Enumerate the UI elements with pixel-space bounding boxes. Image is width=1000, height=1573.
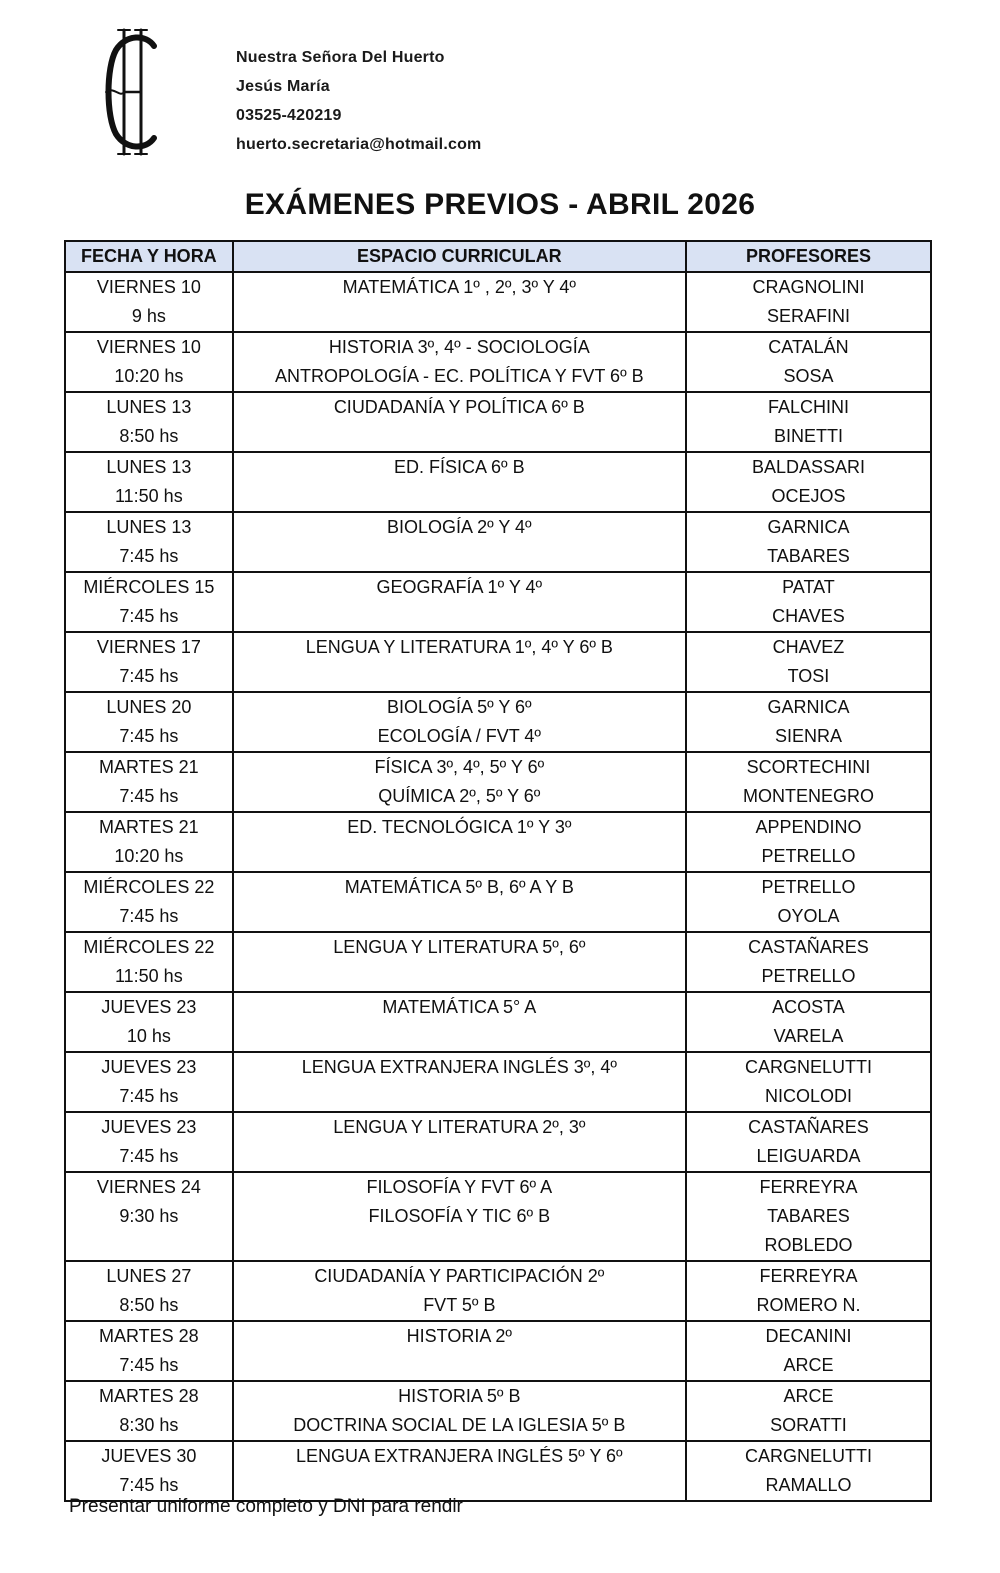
espacio-cell-line: ED. TECNOLÓGICA 1º Y 3º (347, 817, 572, 837)
profesores-cell-line: MONTENEGRO (742, 786, 874, 806)
profesores-cell-line: ROMERO N. (756, 1295, 861, 1315)
fecha-cell-line: 9:30 hs (119, 1206, 179, 1226)
profesores-cell (686, 1172, 931, 1261)
fecha-cell-line: LUNES 13 (106, 457, 192, 477)
profesores-cell-line: ARCE (783, 1386, 834, 1406)
espacio-cell-line: LENGUA EXTRANJERA INGLÉS 3º, 4º (301, 1057, 617, 1077)
fecha-cell-line: 10:20 hs (114, 366, 184, 386)
espacio-cell-line: HISTORIA 2º (406, 1326, 512, 1346)
fecha-cell (65, 1172, 233, 1261)
profesores-cell (686, 872, 931, 932)
table-row (65, 1112, 931, 1172)
profesores-cell (686, 1261, 931, 1321)
table-row (65, 1261, 931, 1321)
espacio-cell (233, 572, 686, 632)
fecha-cell (65, 1052, 233, 1112)
fecha-cell-line: 7:45 hs (119, 726, 179, 746)
fecha-cell-line: 7:45 hs (119, 1475, 179, 1495)
fecha-cell (65, 1112, 233, 1172)
espacio-cell-line: LENGUA Y LITERATURA 1º, 4º Y 6º B (305, 637, 613, 657)
fecha-cell-line: MARTES 21 (98, 757, 199, 777)
espacio-cell (233, 1172, 686, 1261)
fecha-cell-line: 7:45 hs (119, 1086, 179, 1106)
profesores-cell-line: VARELA (773, 1026, 844, 1046)
profesores-cell-line: ARCE (783, 1355, 834, 1375)
fecha-cell-line: JUEVES 23 (101, 997, 197, 1017)
profesores-cell (686, 452, 931, 512)
espacio-cell (233, 632, 686, 692)
fecha-cell-line: MARTES 28 (98, 1386, 199, 1406)
school-city: Jesús María (236, 78, 330, 95)
fecha-cell-line: 7:45 hs (119, 906, 179, 926)
espacio-cell-line: CIUDADANÍA Y PARTICIPACIÓN 2º (314, 1266, 605, 1286)
profesores-cell-line: CARGNELUTTI (744, 1446, 872, 1466)
table-row (65, 1052, 931, 1112)
profesores-cell-line: SCORTECHINI (746, 757, 871, 777)
fecha-cell-line: MARTES 28 (98, 1326, 199, 1346)
espacio-cell (233, 392, 686, 452)
table-row (65, 452, 931, 512)
espacio-cell-line: HISTORIA 3º, 4º - SOCIOLOGÍA (328, 337, 590, 357)
espacio-cell-line: LENGUA Y LITERATURA 5º, 6º (333, 937, 586, 957)
table-row (65, 752, 931, 812)
espacio-cell (233, 1321, 686, 1381)
profesores-cell-line: GARNICA (767, 517, 850, 537)
table-row (65, 1441, 931, 1501)
profesores-cell-line: LEIGUARDA (756, 1146, 861, 1166)
profesores-cell-line: CARGNELUTTI (744, 1057, 872, 1077)
espacio-cell-line: ED. FÍSICA 6º B (394, 457, 525, 477)
fecha-cell-line: JUEVES 23 (101, 1117, 197, 1137)
profesores-cell (686, 572, 931, 632)
fecha-cell (65, 812, 233, 872)
fecha-cell-line: 7:45 hs (119, 606, 179, 626)
profesores-cell (686, 752, 931, 812)
profesores-cell-line: BALDASSARI (751, 457, 865, 477)
fecha-cell-line: MIÉRCOLES 15 (83, 577, 215, 597)
profesores-cell-line: CHAVES (772, 606, 845, 626)
profesores-cell-line: CASTAÑARES (748, 937, 869, 957)
table-header-row (65, 241, 931, 272)
espacio-cell-line: CIUDADANÍA Y POLÍTICA 6º B (333, 397, 585, 417)
profesores-cell-line: NICOLODI (764, 1086, 852, 1106)
espacio-cell-line: MATEMÁTICA 5° A (382, 997, 537, 1017)
profesores-cell-line: GARNICA (767, 697, 850, 717)
espacio-cell-line: FVT 5º B (423, 1295, 496, 1315)
table-row (65, 992, 931, 1052)
espacio-cell-line: FILOSOFÍA Y FVT 6º A (366, 1177, 553, 1197)
school-contact-block (236, 46, 481, 162)
profesores-cell-line: SOSA (783, 366, 834, 386)
espacio-cell-line: FILOSOFÍA Y TIC 6º B (368, 1206, 551, 1226)
espacio-cell (233, 872, 686, 932)
school-email: huerto.secretaria@hotmail.com (236, 136, 482, 153)
school-name: Nuestra Señora Del Huerto (236, 49, 445, 66)
fecha-cell-line: 7:45 hs (119, 1146, 179, 1166)
fecha-cell (65, 332, 233, 392)
fecha-cell (65, 512, 233, 572)
profesores-cell-line: TOSI (787, 666, 830, 686)
espacio-cell-line: BIOLOGÍA 2º Y 4º (387, 517, 532, 537)
fecha-cell-line: MARTES 21 (98, 817, 199, 837)
espacio-cell (233, 932, 686, 992)
table-row (65, 632, 931, 692)
fecha-cell-line: 7:45 hs (119, 1355, 179, 1375)
school-monogram-logo (104, 26, 162, 158)
fecha-cell-line: 11:50 hs (114, 486, 183, 506)
espacio-cell (233, 1052, 686, 1112)
profesores-cell-line: ROBLEDO (764, 1235, 853, 1255)
table-row (65, 932, 931, 992)
profesores-cell-line: PETRELLO (761, 877, 856, 897)
espacio-cell-line: MATEMÁTICA 1º , 2º, 3º Y 4º (342, 277, 577, 297)
espacio-cell (233, 332, 686, 392)
espacio-cell (233, 452, 686, 512)
profesores-cell-line: ACOSTA (772, 997, 845, 1017)
fecha-cell-line: LUNES 13 (106, 397, 192, 417)
espacio-cell (233, 812, 686, 872)
fecha-cell-line: 8:30 hs (119, 1415, 179, 1435)
profesores-cell-line: FERREYRA (759, 1177, 858, 1197)
table-row (65, 812, 931, 872)
table-row (65, 272, 931, 332)
fecha-cell (65, 872, 233, 932)
profesores-cell-line: SORATTI (770, 1415, 847, 1435)
fecha-cell (65, 1321, 233, 1381)
profesores-cell (686, 812, 931, 872)
profesores-cell-line: APPENDINO (755, 817, 862, 837)
profesores-cell (686, 992, 931, 1052)
column-header-fecha: FECHA Y HORA (65, 241, 233, 272)
fecha-cell (65, 392, 233, 452)
profesores-cell (686, 512, 931, 572)
table-row (65, 1172, 931, 1261)
profesores-cell (686, 332, 931, 392)
espacio-cell (233, 272, 686, 332)
espacio-cell-line: MATEMÁTICA 5º B, 6º A Y B (344, 877, 574, 897)
espacio-cell-line: ECOLOGÍA / FVT 4º (377, 726, 541, 746)
fecha-cell-line: 7:45 hs (119, 546, 179, 566)
fecha-cell (65, 992, 233, 1052)
fecha-cell-line: LUNES 13 (106, 517, 192, 537)
profesores-cell (686, 272, 931, 332)
fecha-cell-line: VIERNES 17 (96, 637, 201, 657)
espacio-cell-line: LENGUA EXTRANJERA INGLÉS 5º Y 6º (296, 1446, 623, 1466)
fecha-cell-line: 9 hs (131, 306, 166, 326)
profesores-cell-line: RAMALLO (765, 1475, 852, 1495)
fecha-cell-line: 8:50 hs (119, 1295, 179, 1315)
fecha-cell-line: 10:20 hs (114, 846, 184, 866)
fecha-cell (65, 452, 233, 512)
exam-schedule-table (64, 240, 932, 1502)
fecha-cell (65, 272, 233, 332)
table-row (65, 392, 931, 452)
profesores-cell (686, 1381, 931, 1441)
profesores-cell-line: OCEJOS (771, 486, 846, 506)
fecha-cell (65, 632, 233, 692)
espacio-cell (233, 992, 686, 1052)
profesores-cell (686, 392, 931, 452)
table-row (65, 692, 931, 752)
profesores-cell (686, 1321, 931, 1381)
school-phone: 03525-420219 (236, 107, 342, 124)
fecha-cell-line: MIÉRCOLES 22 (83, 877, 215, 897)
fecha-cell (65, 1381, 233, 1441)
espacio-cell-line: GEOGRAFÍA 1º Y 4º (376, 577, 543, 597)
profesores-cell-line: CHAVEZ (772, 637, 845, 657)
profesores-cell-line: TABARES (767, 1206, 850, 1226)
profesores-cell-line: CASTAÑARES (748, 1117, 869, 1137)
fecha-cell-line: VIERNES 10 (96, 277, 201, 297)
table-row (65, 1381, 931, 1441)
profesores-cell-line: CATALÁN (768, 337, 849, 357)
page-title: EXÁMENES PREVIOS - ABRIL 2026 (244, 188, 756, 221)
fecha-cell-line: JUEVES 23 (101, 1057, 197, 1077)
profesores-cell-line: SIENRA (774, 726, 842, 746)
profesores-cell (686, 1112, 931, 1172)
fecha-cell-line: 7:45 hs (119, 786, 179, 806)
espacio-cell-line: BIOLOGÍA 5º Y 6º (387, 697, 532, 717)
fecha-cell-line: MIÉRCOLES 22 (83, 937, 215, 957)
profesores-cell-line: FALCHINI (767, 397, 849, 417)
fecha-cell-line: VIERNES 10 (96, 337, 201, 357)
espacio-cell-line: LENGUA Y LITERATURA 2º, 3º (333, 1117, 586, 1137)
profesores-cell-line: BINETTI (773, 426, 843, 446)
profesores-cell (686, 692, 931, 752)
table-row (65, 572, 931, 632)
espacio-cell-line: DOCTRINA SOCIAL DE LA IGLESIA 5º B (293, 1415, 626, 1435)
espacio-cell-line: HISTORIA 5º B (398, 1386, 521, 1406)
fecha-cell (65, 572, 233, 632)
fecha-cell-line: LUNES 20 (106, 697, 192, 717)
profesores-cell-line: DECANINI (765, 1326, 852, 1346)
table-body (65, 272, 931, 1501)
profesores-cell-line: OYOLA (777, 906, 840, 926)
espacio-cell-line: QUÍMICA 2º, 5º Y 6º (378, 786, 541, 806)
profesores-cell-line: FERREYRA (759, 1266, 858, 1286)
espacio-cell (233, 752, 686, 812)
fecha-cell (65, 752, 233, 812)
profesores-cell-line: TABARES (767, 546, 850, 566)
profesores-cell-line: SERAFINI (766, 306, 850, 326)
table-row (65, 332, 931, 392)
table-row (65, 1321, 931, 1381)
espacio-cell (233, 1441, 686, 1501)
fecha-cell (65, 1261, 233, 1321)
column-header-espacio: ESPACIO CURRICULAR (233, 241, 686, 272)
fecha-cell (65, 692, 233, 752)
fecha-cell-line: 8:50 hs (119, 426, 179, 446)
profesores-cell-line: PETRELLO (761, 846, 856, 866)
profesores-cell-line: PATAT (782, 577, 835, 597)
fecha-cell-line: LUNES 27 (106, 1266, 192, 1286)
fecha-cell (65, 932, 233, 992)
profesores-cell (686, 1052, 931, 1112)
profesores-cell (686, 632, 931, 692)
espacio-cell (233, 512, 686, 572)
fecha-cell-line: VIERNES 24 (96, 1177, 201, 1197)
table-row (65, 512, 931, 572)
profesores-cell-line: CRAGNOLINI (752, 277, 865, 297)
fecha-cell-line: 10 hs (126, 1026, 171, 1046)
fecha-cell-line: JUEVES 30 (101, 1446, 197, 1466)
espacio-cell-line: ANTROPOLOGÍA - EC. POLÍTICA Y FVT 6º B (274, 366, 644, 386)
espacio-cell (233, 1261, 686, 1321)
profesores-cell (686, 932, 931, 992)
espacio-cell (233, 1381, 686, 1441)
profesores-cell-line: PETRELLO (761, 966, 856, 986)
espacio-cell (233, 692, 686, 752)
profesores-cell (686, 1441, 931, 1501)
espacio-cell (233, 1112, 686, 1172)
fecha-cell-line: 7:45 hs (119, 666, 179, 686)
fecha-cell-line: 11:50 hs (114, 966, 183, 986)
footer-note: Presentar uniforme completo y DNI para rendir (69, 1496, 463, 1517)
espacio-cell-line: FÍSICA 3º, 4º, 5º Y 6º (374, 757, 545, 777)
table-row (65, 872, 931, 932)
fecha-cell (65, 1441, 233, 1501)
column-header-profesores: PROFESORES (686, 241, 931, 272)
